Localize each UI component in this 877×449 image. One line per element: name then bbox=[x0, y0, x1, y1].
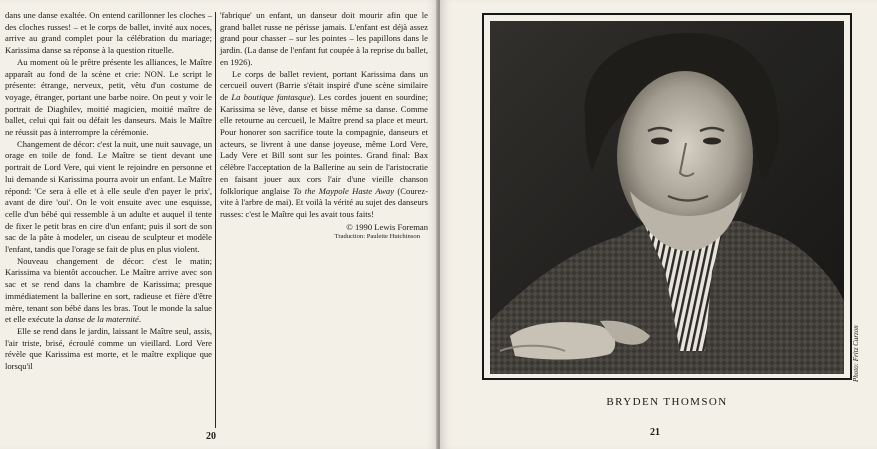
paragraph: dans une danse exaltée. On entend carillonner les cloches – des cloches russes! – et le corps de ballet, invité aux noces, arrive au grand complet pour la célébration du mariage; Karissima danse sa réponse à la question rituelle. bbox=[5, 10, 212, 56]
text-column-1 bbox=[5, 10, 212, 373]
right-page bbox=[440, 0, 877, 449]
copyright-line: © 1990 Lewis Foreman bbox=[346, 221, 428, 232]
text-column-2 bbox=[220, 10, 428, 241]
text-run: (Courez-vite à l'arbre de mai). Et voilà la vérité au sujet des danseurs russes: c'est le Maître qui les avait tous faits! bbox=[220, 185, 428, 219]
paragraph bbox=[220, 69, 428, 221]
text-run: Le corps de ballet revient, portant Karissima dans un cercueil ouvert (Barrie s'était inspiré d'une scène similaire de bbox=[220, 68, 428, 102]
italic-title: To the Maypole Haste Away bbox=[293, 185, 395, 196]
page-number-right: 21 bbox=[650, 427, 660, 438]
paragraph bbox=[5, 256, 212, 326]
paragraph: 'fabrique' un enfant, un danseur doit mourir afin que le grand ballet russe ne périsse jamais. L'enfant est déjà assez grand pour chasser – sur les pointes – les papillons dans le jardin. (La danse de l'enfant fut coupée à la reprise du ballet, en 1926). bbox=[220, 10, 428, 67]
italic-title: danse de la maternité bbox=[64, 314, 139, 325]
column-divider bbox=[215, 12, 216, 428]
photo-credit: Photo: Fritz Curzon bbox=[852, 325, 860, 382]
paragraph: Au moment où le prêtre présente les alliances, le Maître apparaît au fond de la scène et crie: NON. Le script le présente: étrange, nerveux, petit, vêtu d'un costume de voyage, étranger, portant une barbe noire. On peut y voir le portrait de Diaghilev, moitié magicien, moitié maître de ballet, celui qui fait ou défait les danseurs. Mais le Maître ne réussit pas à interrompre la cérémonie. bbox=[5, 56, 212, 138]
photo-caption: BRYDEN THOMSON bbox=[606, 396, 728, 408]
page-number-left: 20 bbox=[206, 431, 216, 442]
text-run: Nouveau changement de décor: c'est le matin; Karissima va bientôt accoucher. Le Maître arrive avec son sac et se rend dans la chambre de Karissima; presque immédiatement la ballerine en sort, radieuse et fière d'être mère, tenant son bébé dans les bras. Tout le monde la salue et elle exécute la bbox=[5, 255, 212, 325]
paragraph: Elle se rend dans le jardin, laissant le Maître seul, assis, l'air triste, brisé, écroulé comme un vieillard. Lord Vere révèle que Karissima est morte, et le maître explique que lorsqu'il bbox=[5, 325, 212, 372]
translation-credit: Traduction: Paulette Hutchinson bbox=[334, 233, 420, 241]
text-run: . bbox=[138, 314, 142, 325]
portrait-photo bbox=[490, 21, 844, 374]
left-page bbox=[0, 0, 438, 449]
photo-frame bbox=[482, 13, 852, 380]
paragraph: Changement de décor: c'est la nuit, une nuit sauvage, un orage en toile de fond. Le Maître se tient devant une portrait de Lord Vere, qui vient le rejoindre en personne et lui demande si Karissima pourra avoir un enfant. Le Maître répond: 'Ce sera à elle et à elle seule d'en payer le prix', avant de dire 'oui'. On le voit ensuite avec une esquisse, celle d'un bébé qui ressemble à un adulte et auquel il tente de fixer le petit bras en cire d'un enfant; puis il sort de son sac de la pâte à modeler, un ciseau de sculpteur et modèle l'enfant, tandis que l'orage se fait de plus en plus violent. bbox=[5, 138, 212, 255]
text-run: ). Les cordes jouent en sourdine; Karissima se lève, danse et bisse même sa danse. Comme elle retourne au cercueil, le Maître prend sa place et meurt. Pour honorer son sacrifice toute la compagnie, danseurs et acteurs, se livrent à une danse joyeuse, même Lord Vere, Lady Vere et Bill sont sur les pointes. Grand final: Bax célèbre l'acceptation de la Ballerine au sein de l'aristocratie en faisant jouer aux cors l'air d'une vieille chanson folklorique anglaise bbox=[220, 91, 428, 196]
portrait-image bbox=[490, 21, 844, 374]
italic-title: La boutique fantasque bbox=[231, 91, 311, 102]
